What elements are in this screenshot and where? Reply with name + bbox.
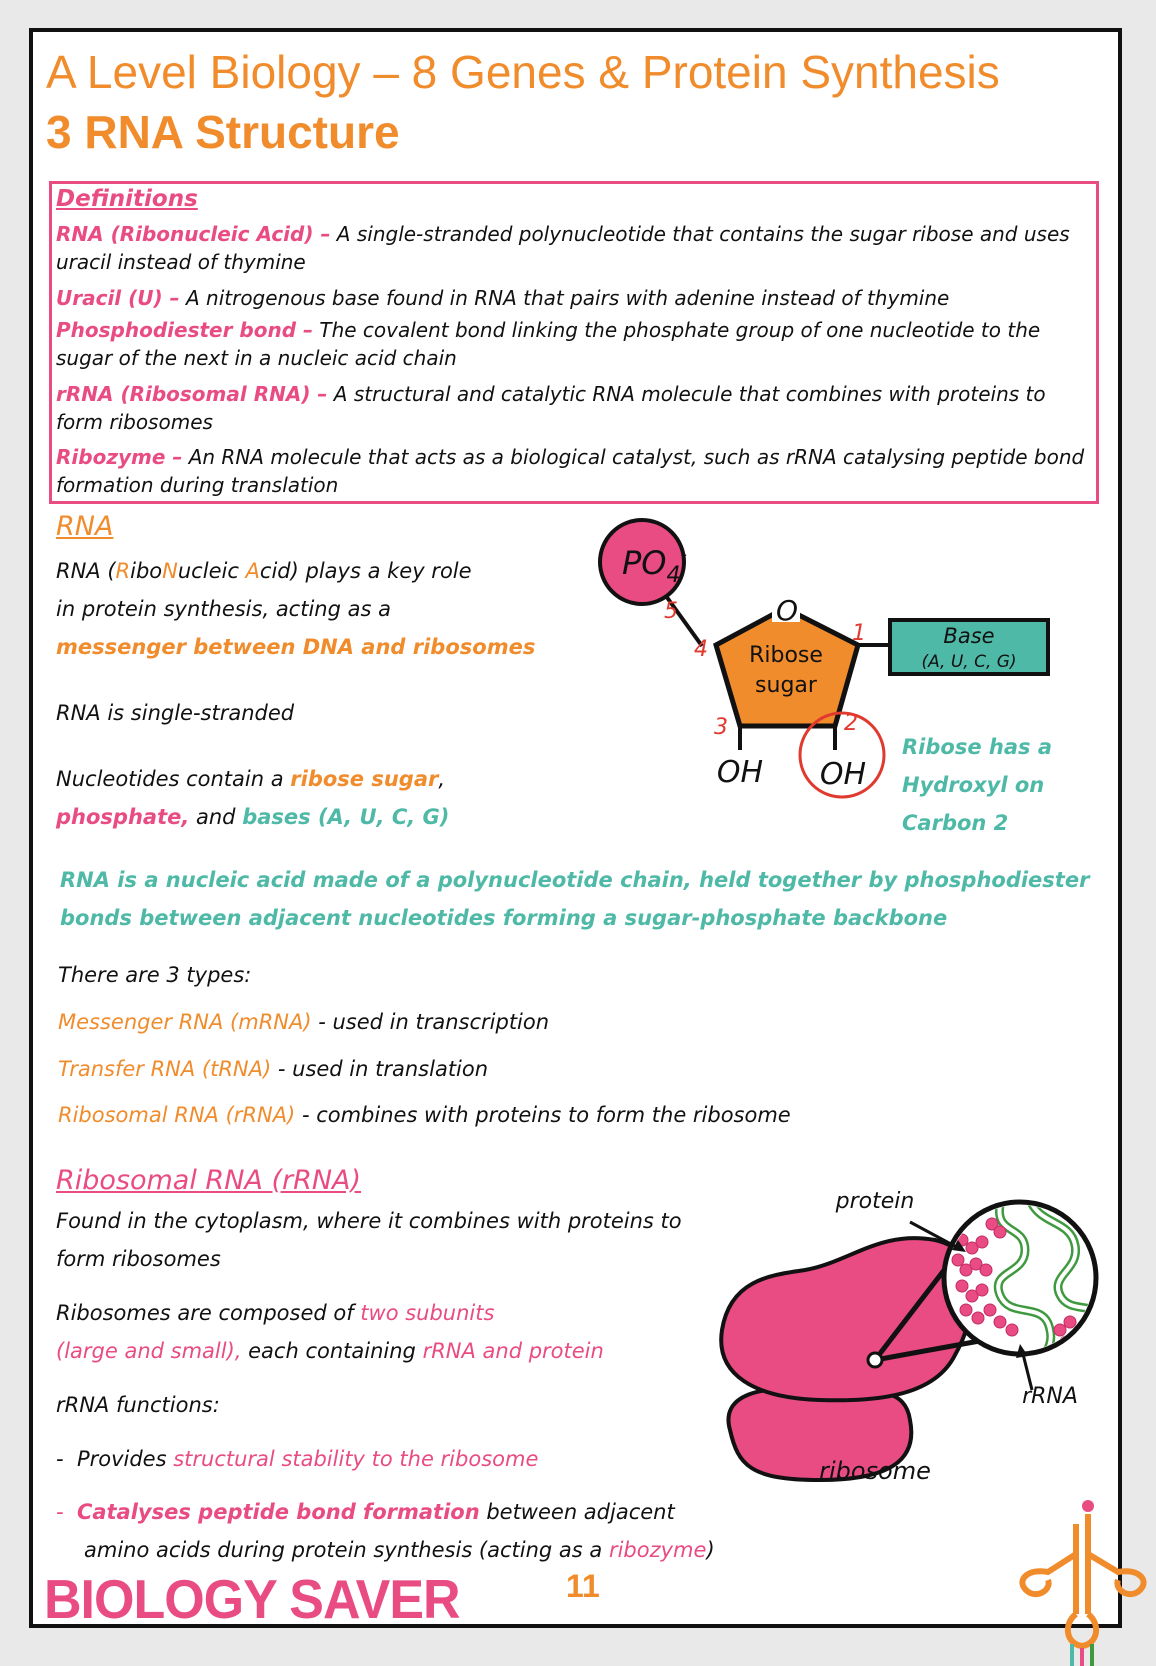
rrna-found-line-2: form ribosomes (56, 1247, 221, 1271)
definition-phosphodiester (56, 316, 1086, 372)
rrna-label: rRNA (1022, 1384, 1078, 1409)
backbone-line-2: bonds between adjacent nucleotides forming a sugar-phosphate backbone (60, 906, 948, 930)
magnified-view-circle (944, 1202, 1096, 1354)
phosphate-label: $PO_4^-$ (622, 544, 687, 588)
page-subtitle: 3 RNA Structure (46, 106, 400, 158)
rrna-functions-heading: rRNA functions: (56, 1393, 220, 1417)
base-label: Base (943, 624, 995, 648)
carbon-3-label: 3 (714, 715, 728, 740)
definition-text: The covalent bond linking the phosphate group of one nucleotide to the sugar of the next in a nucleic acid chain (56, 318, 1041, 370)
rna-intro-line-1: RNA (RiboNucleic Acid) plays a key role (56, 559, 472, 583)
rrna-function-2: - Catalyses peptide bond formation between adjacent (56, 1500, 675, 1524)
ribose-note-1: Ribose has a (902, 735, 1052, 759)
rna-nucleotides-line-2: phosphate, and bases (A, U, C, G) (56, 805, 450, 829)
definition-term: RNA (Ribonucleic Acid) – (56, 222, 331, 246)
biology-saver-logo: BIOLOGY SAVER (44, 1569, 460, 1631)
rna-single-stranded: RNA is single-stranded (56, 701, 295, 725)
definition-uracil (56, 284, 1086, 312)
carbon-2-label: 2 (844, 711, 858, 736)
rrna-function-1: - Provides structural stability to the ribosome (56, 1447, 539, 1471)
page-number: 11 (566, 1568, 600, 1604)
type-trna: Transfer RNA (tRNA) - used in translation (58, 1057, 489, 1081)
definition-text: A nitrogenous base found in RNA that pairs with adenine instead of thymine (179, 286, 950, 310)
rna-intro-line-3: messenger between DNA and ribosomes (56, 635, 536, 659)
rrna-function-2-cont: amino acids during protein synthesis (acting as a ribozyme) (84, 1538, 715, 1562)
definition-text: A structural and catalytic RNA molecule that combines with proteins to form ribosomes (56, 382, 1046, 434)
page-title: A Level Biology – 8 Genes & Protein Synthesis (46, 46, 1000, 98)
sugar-label-1: Ribose (749, 643, 823, 668)
types-intro: There are 3 types: (58, 963, 252, 987)
backbone-line-1: RNA is a nucleic acid made of a polynucleotide chain, held together by phosphodiester (60, 868, 1090, 892)
ribosome-label: ribosome (819, 1457, 931, 1485)
protein-label: protein (835, 1189, 915, 1214)
rna-heading: RNA (56, 511, 114, 542)
definition-text: A single-stranded polynucleotide that contains the sugar ribose and uses uracil instead of thymine (56, 222, 1070, 274)
rrna-found-line-1: Found in the cytoplasm, where it combines with proteins to (56, 1209, 682, 1233)
oxygen-label: O (776, 594, 799, 627)
definition-ribozyme (56, 443, 1086, 499)
carbon-5-label: 5 (664, 599, 678, 624)
type-mrna: Messenger RNA (mRNA) - used in transcription (58, 1010, 550, 1034)
carbon-4-label: 4 (694, 637, 708, 662)
definition-rrna (56, 380, 1086, 436)
sugar-label-2: sugar (755, 673, 817, 698)
definition-term: Ribozyme – (56, 445, 183, 469)
rrna-composition-line-2: (large and small), each containing rRNA and protein (56, 1339, 604, 1363)
base-types: (A, U, C, G) (921, 652, 1017, 672)
definition-term: Phosphodiester bond – (56, 318, 314, 342)
ribosome-large-subunit (721, 1238, 973, 1400)
rrna-composition-line-1: Ribosomes are composed of two subunits (56, 1301, 495, 1325)
definitions-heading: Definitions (56, 186, 198, 212)
definition-term: rRNA (Ribosomal RNA) – (56, 382, 328, 406)
carbon-1-label: 1 (852, 621, 866, 646)
rna-nucleotides-line-1: Nucleotides contain a ribose sugar, (56, 767, 446, 791)
ribosome-diagram (700, 1180, 1120, 1510)
ribose-note-2: Hydroxyl on (902, 773, 1045, 797)
oh-carbon-2: OH (819, 757, 867, 792)
rna-intro-line-2: in protein synthesis, acting as a (56, 597, 391, 621)
definition-rna (56, 220, 1086, 276)
ribose-note-3: Carbon 2 (902, 811, 1009, 835)
definition-term: Uracil (U) – (56, 286, 180, 310)
rrna-heading: Ribosomal RNA (rRNA) (56, 1165, 362, 1196)
type-rrna: Ribosomal RNA (rRNA) - combines with proteins to form the ribosome (58, 1103, 791, 1127)
oh-carbon-3: OH (716, 755, 764, 790)
trna-icon (1008, 1494, 1156, 1666)
definition-text: An RNA molecule that acts as a biological catalyst, such as rRNA catalysing peptide bond formation during translation (56, 445, 1085, 497)
